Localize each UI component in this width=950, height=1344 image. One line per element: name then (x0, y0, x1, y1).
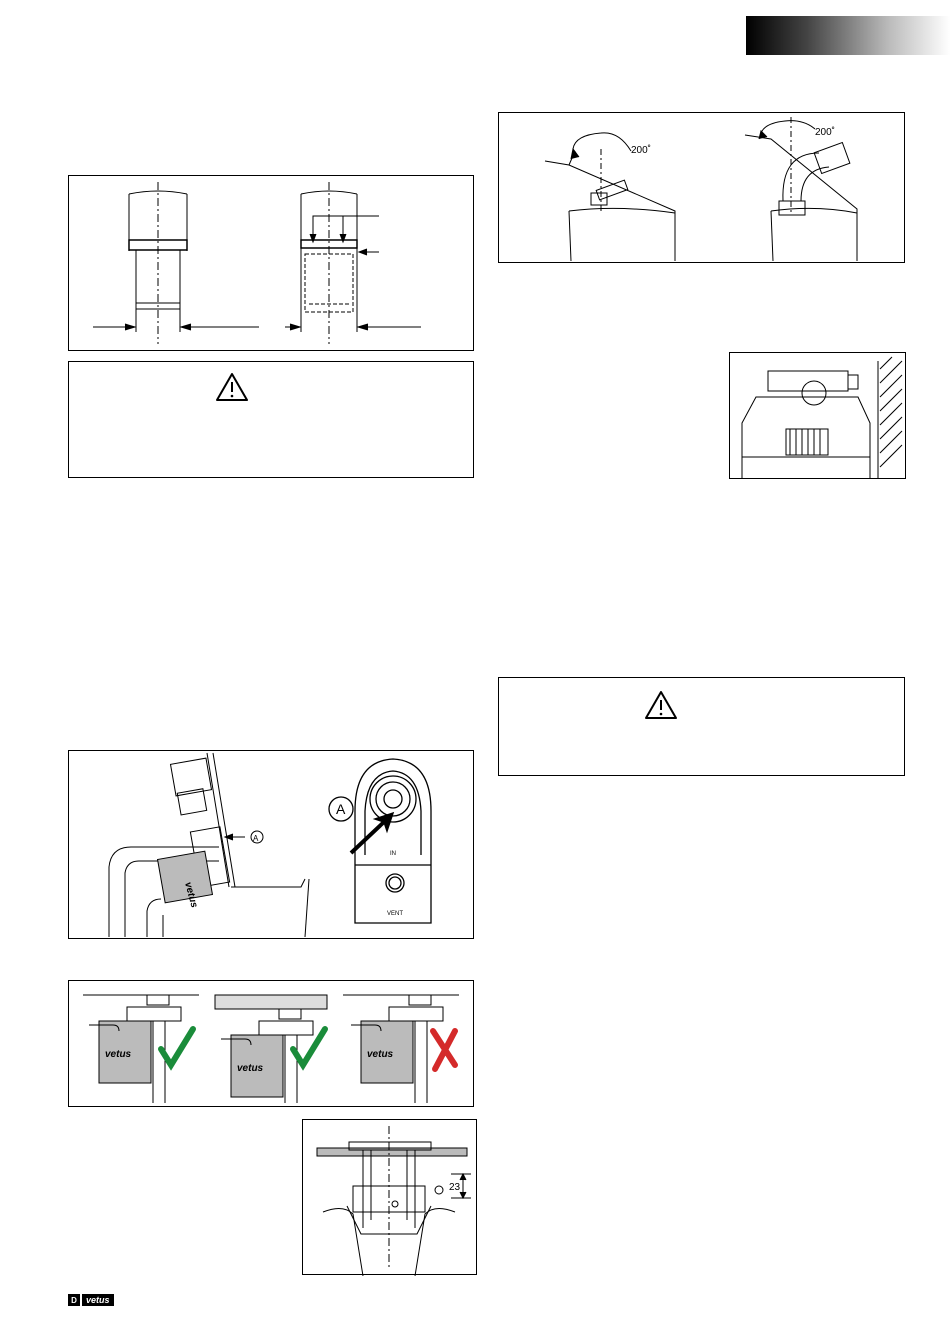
marker-a-large: A (336, 801, 346, 817)
dimension-label: 23 (449, 1182, 461, 1193)
install-options-drawing (69, 981, 475, 1108)
checkmark-icon (293, 1029, 325, 1065)
warning-triangle-icon (499, 678, 906, 777)
section-tab (746, 16, 950, 55)
install-option-2 (221, 1009, 325, 1103)
angle-left-label: 200˚ (631, 145, 652, 156)
logo-mark: D (68, 1294, 80, 1306)
figure-sensor-mounting (68, 750, 474, 939)
logo-wordmark: vetus (82, 1294, 114, 1306)
install-option-1 (89, 995, 193, 1103)
pipe-fitting-drawing (69, 176, 475, 352)
figure-install-options (68, 980, 474, 1107)
through-hull-drawing (303, 1120, 478, 1276)
sensor-side-drawing (730, 353, 907, 480)
install-brand-label: vetus (367, 1049, 394, 1060)
figure-through-hull (302, 1119, 477, 1275)
vetus-logo (68, 1294, 114, 1306)
figure-sensor-side (729, 352, 906, 479)
angle-right-label: 200˚ (815, 127, 836, 138)
install-brand-label: vetus (237, 1063, 264, 1074)
figure-pipe-fitting (68, 175, 474, 351)
port-in-label: IN (390, 851, 396, 857)
install-brand-label: vetus (105, 1049, 132, 1060)
checkmark-icon (161, 1029, 193, 1065)
figure-rotation (498, 112, 905, 263)
port-vent-label: VENT (386, 911, 404, 917)
marker-a-small: A (253, 834, 259, 843)
warning-box-1 (68, 361, 474, 478)
warning-box-2 (498, 677, 905, 776)
warning-triangle-icon (69, 362, 475, 479)
rotation-drawing (499, 113, 906, 264)
cross-icon (433, 1031, 455, 1069)
install-option-3 (351, 995, 455, 1103)
sensor-mounting-drawing (69, 751, 475, 940)
sensor-brand-label: vetus (182, 880, 200, 910)
